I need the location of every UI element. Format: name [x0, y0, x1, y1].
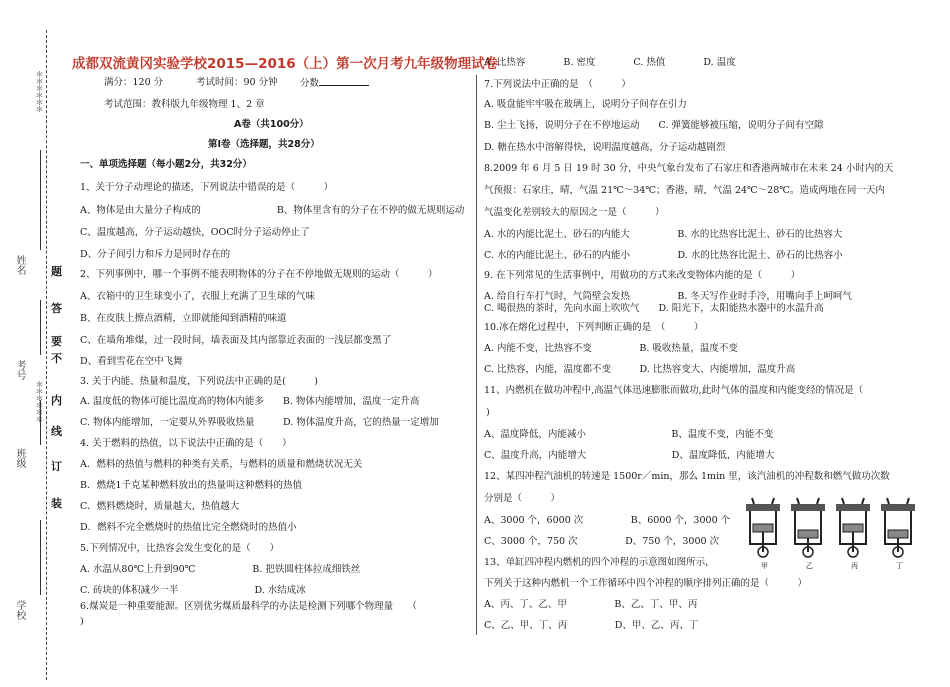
exam-scope: 考试范围：教科版九年级物理 1、2 章 [104, 99, 265, 110]
question-line: 11、内燃机在做功冲程中,高温气体迅速膨胀而做功,此时气体的温度和内能变经的情况是（ [484, 385, 864, 396]
question-line: ) [80, 616, 84, 627]
volume-a-heading: A卷（共100分） [234, 119, 309, 130]
star-divider: ＊＊＊＊＊＊ [35, 380, 44, 422]
engine-cylinder-part [798, 530, 818, 538]
question-line: C. 物体内能增加，一定要从外界吸收热量 D. 物体温度升高，它的热量一定增加 [80, 417, 439, 428]
question-line: C、温度越高，分子运动越快，OOC时分子运动停止了 [80, 227, 310, 238]
class-label: 班级 [14, 448, 25, 468]
question-line: 9. 在下列常见的生活事例中，用做功的方式来改变物体内能的是（ ） [484, 270, 801, 281]
name-blank [40, 150, 41, 250]
question-line: B．燃烧1千克某种燃料放出的热量叫这种燃料的热值 [80, 480, 303, 491]
score-label: 分数 [300, 78, 320, 89]
question-line: C. 喝很热的茶时，先向水面上吹吹气 D. 阳光下，太阳能热水器中的水温升高 [484, 303, 824, 314]
question-line: C、3000 个，750 次 D、750 个，3000 次 [484, 536, 720, 547]
engine-cylinder-part [887, 498, 889, 504]
question-line: 12、某四冲程汽油机的转速是 1500r／min，那么 1min 里，该汽油机的冲程数和燃气做功次数 [484, 471, 890, 482]
engine-cylinder-part [862, 498, 864, 504]
question-line: B. 尘土飞扬，说明分子在不停地运动 C. 弹簧能够被压缩，说明分子间有空隙 [484, 120, 824, 131]
engine-label: 乙 [806, 562, 813, 570]
question-line: D. 糖在热水中溶解得快，说明温度越高，分子运动越剧烈 [484, 142, 726, 153]
school-blank [40, 520, 41, 595]
question-line: A．燃料的热值与燃料的种类有关系，与燃料的质量和燃烧状况无关 [80, 459, 363, 470]
question-line: D．燃料不完全燃烧时的热值比完全燃烧时的热值小 [80, 522, 297, 533]
question-line: A. 水温从80℃上升到90℃ B. 把铁圆柱体拉成细铁丝 [80, 564, 361, 575]
question-line: C. 比热容，内能，温度都不变 D. 比热容变大、内能增加，温度升高 [484, 364, 796, 375]
question-line: 气温变化差别较大的原因之一是（ ） [484, 207, 665, 218]
engine-strokes-diagram [740, 496, 920, 570]
question-line: A. 比热容 B. 密度 C. 热值 D. 温度 [484, 57, 736, 68]
seal-char: 题 [51, 265, 62, 278]
engine-cylinder-part [791, 504, 825, 511]
engine-cylinder-part [752, 498, 754, 504]
question-line: C、乙、甲、丁、丙 D、甲、乙、丙、丁 [484, 620, 699, 631]
question-line: 气预报：石家庄，晴，气温 21℃～34℃；香港，晴，气温 24℃～28℃。造成两地在同一天内 [484, 185, 885, 196]
seal-char: 不 [51, 352, 62, 365]
engine-label: 丁 [896, 562, 903, 570]
question-line: A、温度降低，内能减小 B、温度不变，内能不变 [484, 429, 774, 440]
question-line: A、3000 个，6000 次 B、6000 个，3000 个 [484, 515, 731, 526]
engine-cylinder-part [843, 524, 863, 532]
question-line: A. 温度低的物体可能比温度高的物体内能多 B. 物体内能增加，温度一定升高 [80, 396, 420, 407]
section-one-heading: 一、单项选择题（每小题2分，共32分） [80, 159, 252, 170]
school-label: 学校 [14, 600, 25, 620]
engine-cylinder-part [817, 498, 819, 504]
question-line: C．燃料燃烧时，质量越大，热值越大 [80, 501, 240, 512]
question-line: D、分子间引力和斥力是同时存在的 [80, 249, 231, 260]
exam-number-label: 考号 [14, 360, 25, 380]
question-line: C. 水的内能比泥土、砂石的内能小 D. 水的比热容比泥土、砂石的比热容小 [484, 250, 843, 261]
question-line: B、在皮肤上擦点酒精，立即就能闻到酒精的味道 [80, 313, 287, 324]
question-line: 分别是（ ） [484, 493, 561, 504]
question-line: 8.2009 年 6 月 5 日 19 时 30 分，中央气象台发布了石家庄和香港两城市在未来 24 小时内的天 [484, 163, 894, 174]
seal-char: 订 [51, 460, 62, 473]
question-line: A. 吸盘能牢牢吸在玻璃上，说明分子间存在引力 [484, 99, 687, 110]
question-line: 4. 关于燃料的热值，以下说法中正确的是（ ） [80, 438, 292, 449]
engine-cylinder-part [772, 498, 774, 504]
engine-cylinder-part [881, 504, 915, 511]
question-line: A. 给自行车打气时，气筒壁会发热 B. 冬天写作业时手冷，用嘴向手上呵呵气 [484, 291, 852, 302]
question-line: 2、下列事例中，哪一个事例不能表明物体的分子在不停地做无规则的运动（ ） [80, 269, 438, 280]
question-line: A、物体是由大量分子构成的 B、物体里含有的分子在不停的做无规则运动 [80, 205, 465, 216]
exam-number-blank [40, 300, 41, 355]
question-line: 13、单缸四冲程内燃机的四个冲程的示意图如图所示， [484, 557, 715, 568]
question-line: A、丙、丁、乙、甲 B、乙、丁、甲、丙 [484, 599, 698, 610]
part-one-heading: 第Ⅰ卷（选择题，共28分） [208, 139, 320, 150]
engine-cylinder-part [842, 498, 844, 504]
question-line: ) [486, 407, 490, 418]
engine-label: 丙 [851, 562, 858, 570]
engine-label: 甲 [761, 562, 768, 570]
seal-line [46, 30, 47, 680]
question-line: 5.下列情况中，比热容会发生变化的是（ ） [80, 543, 280, 554]
seal-char: 内 [51, 394, 62, 407]
engine-cylinder-part [797, 498, 799, 504]
star-divider: ＊＊＊＊＊＊ [35, 70, 44, 112]
engine-cylinder-part [746, 504, 780, 511]
question-line: 下列关于这种内燃机一个工作循环中四个冲程的顺序排列正确的是（ ） [484, 578, 808, 589]
score-field [300, 76, 369, 90]
engine-cylinder-part [753, 524, 773, 532]
question-line: A. 内能不变，比热容不变 B. 吸收热量，温度不变 [484, 343, 738, 354]
column-divider [476, 75, 477, 635]
binding-margin [0, 0, 70, 687]
question-line: 10.冰在熔化过程中，下列判断正确的是 （ ） [484, 322, 704, 333]
name-label: 姓名 [14, 255, 25, 275]
score-blank[interactable] [319, 76, 369, 86]
exam-time: 考试时间：90 分钟 [196, 77, 278, 88]
class-blank [40, 400, 41, 445]
question-line: D、看到雪花在空中飞舞 [80, 356, 183, 367]
question-line: C、温度升高，内能增大 D、温度降低，内能增大 [484, 450, 775, 461]
engine-cylinder-part [836, 504, 870, 511]
question-line: C. 砖块的体积减少一半 D. 水结成冰 [80, 585, 306, 596]
seal-char: 装 [51, 497, 62, 510]
question-line: C、在墙角堆煤，过一段时间，墙表面及其内部靠近表面的一浅层都变黑了 [80, 335, 392, 346]
question-line: A、衣箱中的卫生球变小了，衣服上充满了卫生球的气味 [80, 291, 315, 302]
seal-char: 线 [51, 425, 62, 438]
exam-title: 成都双流黄冈实验学校2015—2016（上）第一次月考九年级物理试卷 [72, 56, 499, 72]
engine-cylinder-part [888, 530, 908, 538]
full-score: 满分：120 分 [104, 77, 164, 88]
engine-cylinder-part [907, 498, 909, 504]
question-line: 7.下列说法中正确的是 （ ） [484, 79, 631, 90]
seal-char: 要 [51, 335, 62, 348]
question-line: 6.煤炭是一种重要能源。区别优劣煤质最科学的办法是检测下列哪个物理量 （ [80, 601, 417, 612]
question-line: A. 水的内能比泥土、砂石的内能大 B. 水的比热容比泥土、砂石的比热容大 [484, 229, 843, 240]
question-line: 3. 关于内能、热量和温度，下列说法中正确的是( ) [80, 376, 318, 387]
seal-char: 答 [51, 302, 62, 315]
question-line: 1、关于分子动理论的描述，下列说法中错误的是（ ） [80, 182, 334, 193]
